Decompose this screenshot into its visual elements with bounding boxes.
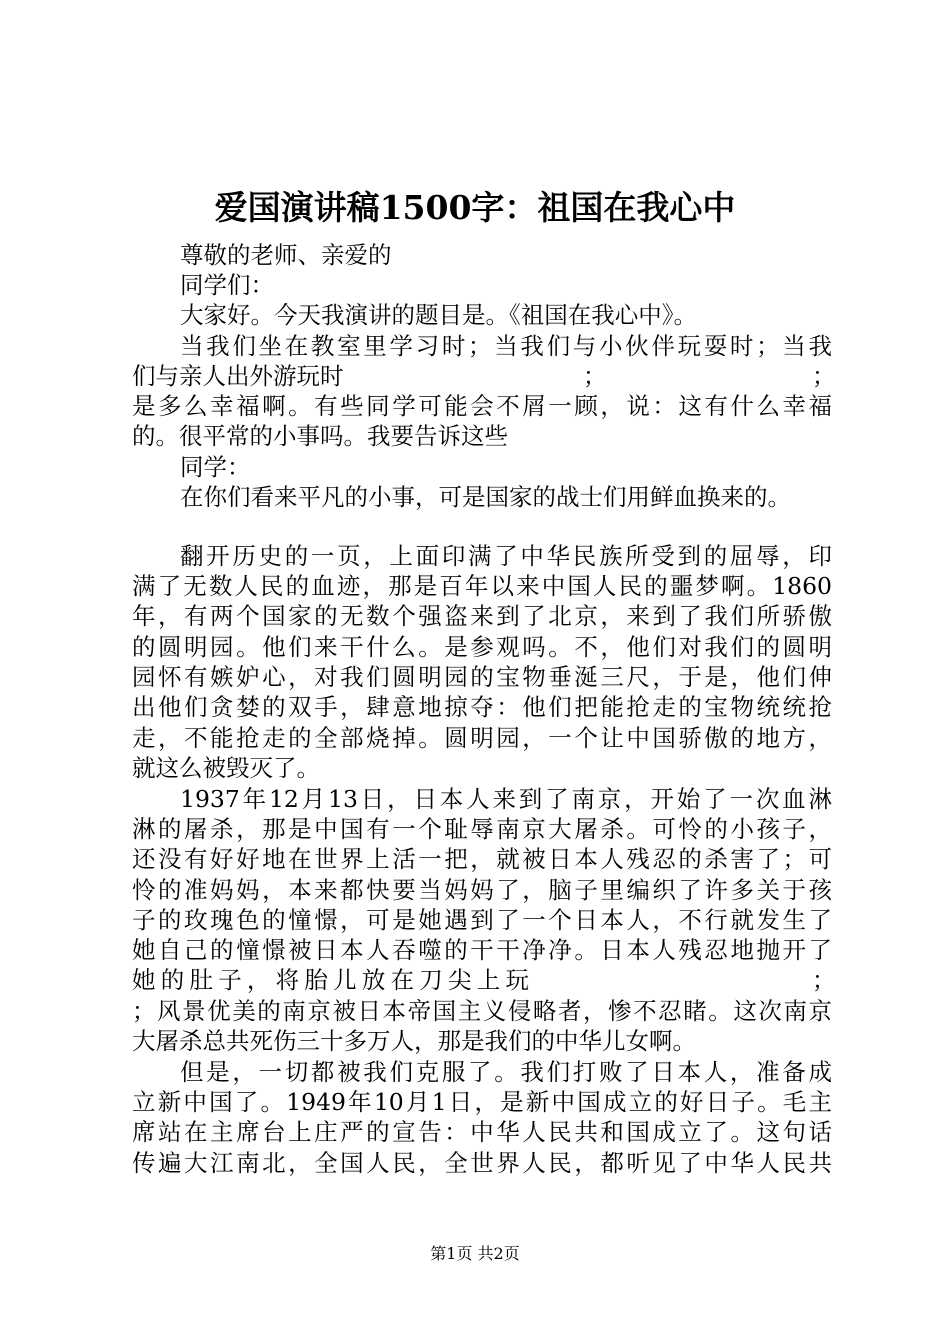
text-line: 的。很平常的小事吗。我要告诉这些: [132, 422, 508, 450]
text-line: 立新中国了。1949年10月1日，是新中国成立的好日子。毛主: [132, 1088, 832, 1116]
text-line: 但是，一切都被我们克服了。我们打败了日本人，准备成: [180, 1058, 832, 1086]
text-line: 大家好。今天我演讲的题目是。《祖国在我心中》。: [180, 301, 697, 329]
text-line: 传遍大江南北，全国人民，全世界人民，都听见了中华人民共: [132, 1149, 832, 1177]
text-line: 翻开历史的一页，上面印满了中华民族所受到的屈辱，印: [180, 542, 832, 570]
text-line: 她自己的憧憬被日本人吞噬的干干净净。日本人残忍地抛开了: [132, 936, 832, 964]
text-line: 还没有好好地在世界上活一把，就被日本人残忍的杀害了；可: [132, 845, 832, 873]
page-number-footer: 第1页 共2页: [430, 1244, 520, 1263]
text-line: 就这么被毁灭了。: [132, 754, 320, 782]
text-line: 淋的屠杀，那是中国有一个耻辱南京大屠杀。可怜的小孩子，: [132, 815, 832, 843]
text-line: 怜的准妈妈，本来都快要当妈妈了，脑子里编织了许多关于孩: [132, 876, 832, 904]
text-line: 在你们看来平凡的小事，可是国家的战士们用鲜血换来的。: [180, 483, 791, 511]
text-line: 同学：: [180, 453, 251, 481]
text-line: 席站在主席台上庄严的宣告：中华人民共和国成立了。这句话: [132, 1118, 832, 1146]
text-line: 是多么幸福啊。有些同学可能会不屑一顾，说：这有什么幸福: [132, 392, 832, 420]
text-line: 大屠杀总共死伤三十多万人，那是我们的中华儿女啊。: [132, 1027, 696, 1055]
text-line: 同学们：: [180, 271, 274, 299]
document-title: 爱国演讲稿1500字：祖国在我心中: [214, 188, 736, 227]
text-line: ；: [812, 966, 836, 994]
text-line: 走，不能抢走的全部烧掉。圆明园，一个让中国骄傲的地方，: [132, 724, 832, 752]
text-line: ；: [583, 362, 607, 390]
text-line: 园怀有嫉妒心，对我们圆明园的宝物垂涎三尺，于是，他们伸: [132, 663, 832, 691]
text-line: 们与亲人出外游玩时: [132, 362, 344, 390]
text-line: 满了无数人民的血迹，那是百年以来中国人民的噩梦啊。1860: [132, 572, 832, 600]
text-line: ；: [812, 362, 836, 390]
text-line: 她的肚子，将胎儿放在刀尖上玩: [132, 966, 532, 994]
text-line: ；风景优美的南京被日本帝国主义侵略者，惨不忍睹。这次南京: [132, 997, 832, 1025]
text-line: 1937年12月13日，日本人来到了南京，开始了一次血淋: [180, 785, 832, 813]
text-line: 的圆明园。他们来干什么。是参观吗。不，他们对我们的圆明: [132, 633, 832, 661]
text-line: 尊敬的老师、亲爱的: [180, 241, 392, 269]
text-line: 子的玫瑰色的憧憬，可是她遇到了一个日本人，不行就发生了: [132, 906, 832, 934]
text-line: 当我们坐在教室里学习时；当我们与小伙伴玩耍时；当我: [180, 332, 832, 360]
text-line: 出他们贪婪的双手，肆意地掠夺：他们把能抢走的宝物统统抢: [132, 693, 832, 721]
text-line: 年，有两个国家的无数个强盗来到了北京，来到了我们所骄傲: [132, 602, 832, 630]
